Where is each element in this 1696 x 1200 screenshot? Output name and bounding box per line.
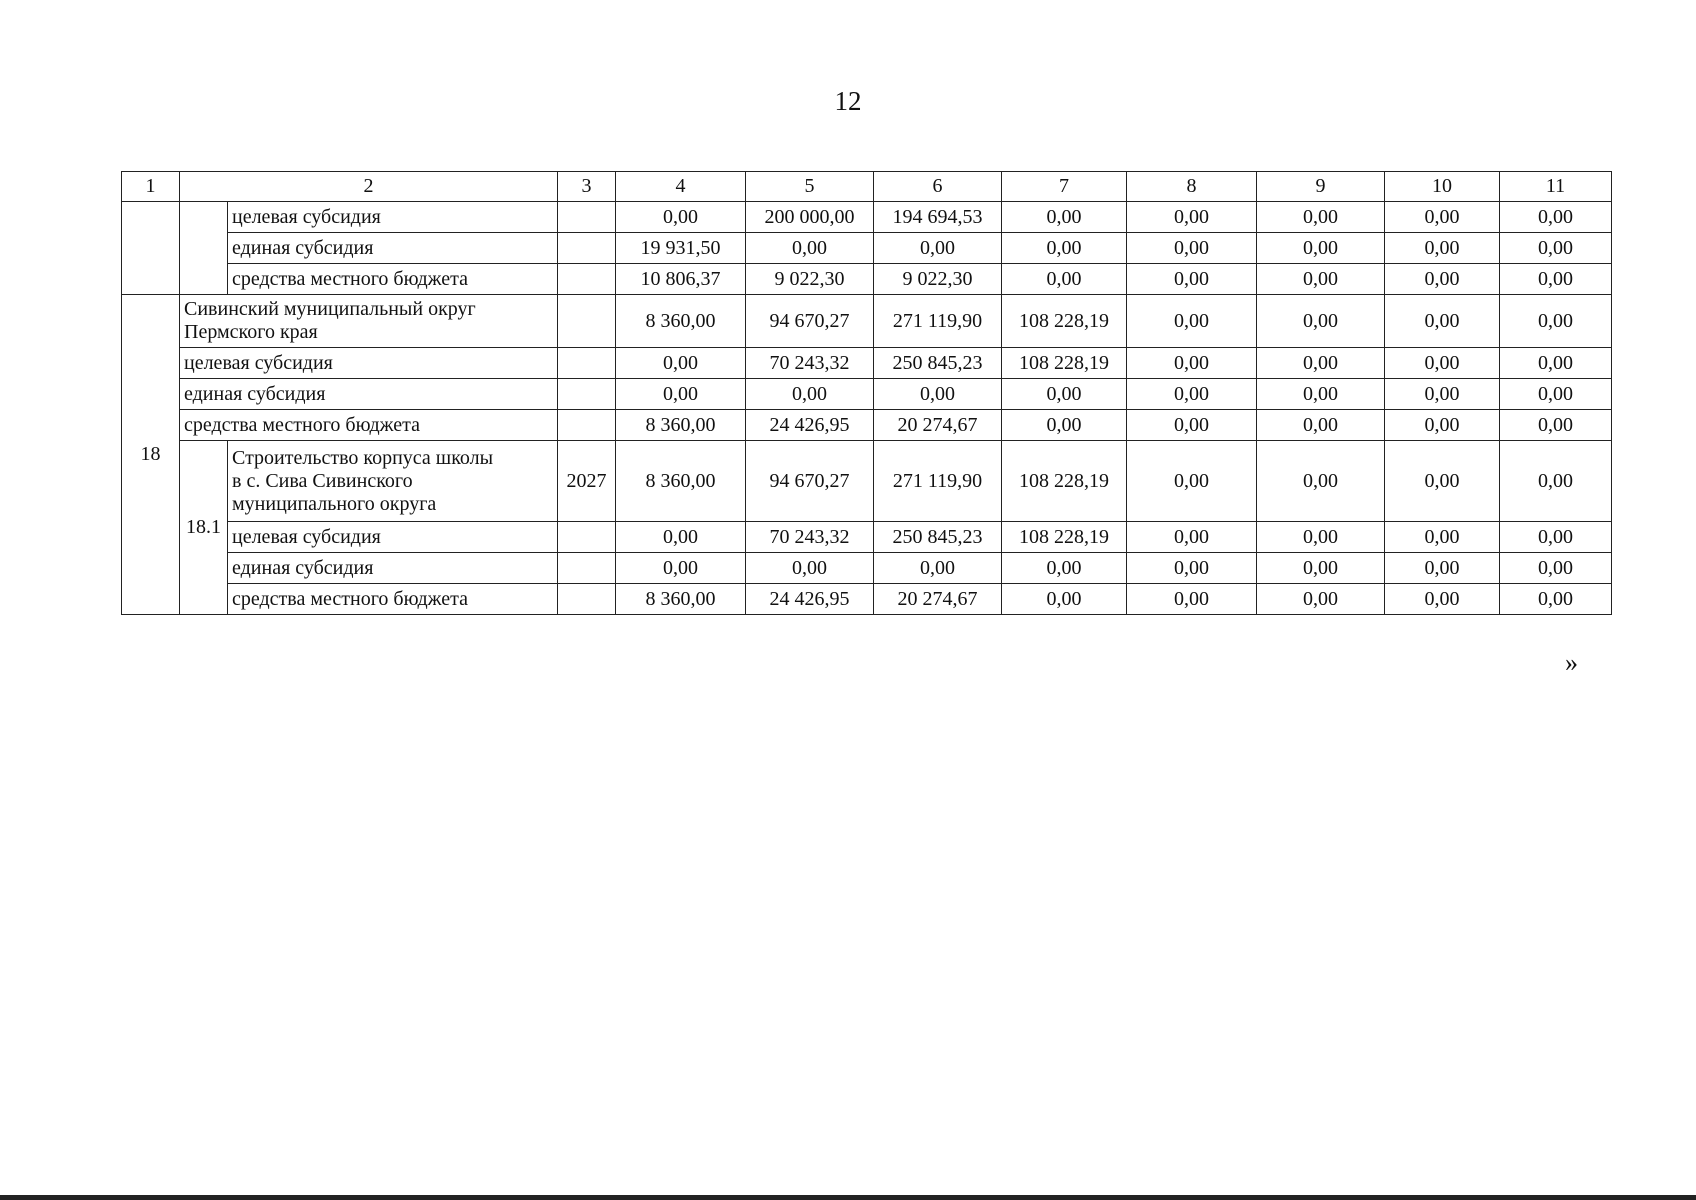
value-cell: 9 022,30 (746, 264, 874, 295)
value-cell: 70 243,32 (746, 348, 874, 379)
table-row (122, 584, 1612, 615)
value-cell: 108 228,19 (1002, 522, 1127, 553)
value-cell: 0,00 (1002, 410, 1127, 441)
group-number: 18 (122, 295, 180, 615)
table-row (122, 202, 1612, 233)
row-label: единая субсидия (228, 553, 558, 584)
value-cell: 24 426,95 (746, 410, 874, 441)
value-cell: 0,00 (1257, 584, 1385, 615)
value-cell: 0,00 (1500, 410, 1612, 441)
year-cell (558, 379, 616, 410)
row-label: единая субсидия (228, 233, 558, 264)
value-cell: 0,00 (1385, 379, 1500, 410)
value-cell: 8 360,00 (616, 584, 746, 615)
value-cell: 0,00 (1385, 553, 1500, 584)
year-cell (558, 264, 616, 295)
value-cell: 0,00 (1500, 202, 1612, 233)
row-label: целевая субсидия (180, 348, 558, 379)
value-cell: 20 274,67 (874, 584, 1002, 615)
item-number: 18.1 (180, 441, 228, 615)
value-cell: 0,00 (1127, 233, 1257, 264)
year-cell (558, 202, 616, 233)
value-cell: 0,00 (1257, 202, 1385, 233)
value-cell: 0,00 (616, 522, 746, 553)
table-row (122, 295, 1612, 348)
value-cell: 0,00 (1500, 584, 1612, 615)
row-label: средства местного бюджета (228, 264, 558, 295)
value-cell: 0,00 (1500, 379, 1612, 410)
value-cell: 0,00 (1257, 522, 1385, 553)
value-cell: 0,00 (616, 379, 746, 410)
value-cell: 0,00 (1127, 348, 1257, 379)
value-cell: 24 426,95 (746, 584, 874, 615)
value-cell: 0,00 (1257, 348, 1385, 379)
table-row (122, 264, 1612, 295)
cont-number-cell (122, 202, 180, 295)
value-cell: 271 119,90 (874, 441, 1002, 522)
value-cell: 0,00 (1127, 553, 1257, 584)
value-cell: 9 022,30 (874, 264, 1002, 295)
row-label: единая субсидия (180, 379, 558, 410)
value-cell: 0,00 (1002, 202, 1127, 233)
value-cell: 0,00 (1500, 441, 1612, 522)
cont-subnumber-cell (180, 202, 228, 295)
header-cell: 1 (122, 172, 180, 202)
table-row (122, 522, 1612, 553)
item-title-line: муниципального округа (232, 492, 437, 515)
value-cell: 0,00 (1385, 202, 1500, 233)
row-label: средства местного бюджета (228, 584, 558, 615)
year-cell (558, 584, 616, 615)
value-cell: 0,00 (1257, 379, 1385, 410)
header-cell: 11 (1500, 172, 1612, 202)
value-cell: 0,00 (1002, 233, 1127, 264)
year-cell (558, 553, 616, 584)
item-title-line: в с. Сива Сивинского (232, 469, 413, 492)
value-cell: 0,00 (1257, 553, 1385, 584)
year-cell (558, 348, 616, 379)
value-cell: 271 119,90 (874, 295, 1002, 348)
value-cell: 200 000,00 (746, 202, 874, 233)
value-cell: 0,00 (1127, 379, 1257, 410)
group-title-line: Пермского края (184, 321, 318, 343)
value-cell: 0,00 (1500, 264, 1612, 295)
value-cell: 0,00 (1385, 584, 1500, 615)
value-cell: 0,00 (1500, 295, 1612, 348)
group-title-line: Сивинский муниципальный округ (184, 298, 476, 320)
value-cell: 0,00 (1385, 264, 1500, 295)
value-cell: 0,00 (1257, 264, 1385, 295)
value-cell: 0,00 (1385, 522, 1500, 553)
value-cell: 0,00 (1002, 553, 1127, 584)
value-cell: 0,00 (616, 553, 746, 584)
value-cell: 70 243,32 (746, 522, 874, 553)
value-cell: 0,00 (874, 553, 1002, 584)
value-cell: 0,00 (746, 553, 874, 584)
table-row (122, 379, 1612, 410)
value-cell: 0,00 (1500, 553, 1612, 584)
value-cell: 0,00 (1127, 202, 1257, 233)
value-cell: 94 670,27 (746, 441, 874, 522)
table-row (122, 441, 1612, 522)
value-cell: 0,00 (1257, 233, 1385, 264)
header-cell: 10 (1385, 172, 1500, 202)
table-row (122, 348, 1612, 379)
header-cell: 3 (558, 172, 616, 202)
value-cell: 0,00 (1127, 264, 1257, 295)
budget-table (121, 171, 1612, 615)
header-cell: 7 (1002, 172, 1127, 202)
value-cell: 0,00 (1002, 264, 1127, 295)
value-cell: 0,00 (746, 379, 874, 410)
page-number: 12 (834, 86, 862, 116)
header-cell: 5 (746, 172, 874, 202)
value-cell: 108 228,19 (1002, 295, 1127, 348)
value-cell: 0,00 (874, 233, 1002, 264)
value-cell: 94 670,27 (746, 295, 874, 348)
value-cell: 0,00 (1127, 522, 1257, 553)
table-row (122, 233, 1612, 264)
closing-quote: » (1565, 648, 1578, 677)
value-cell: 10 806,37 (616, 264, 746, 295)
item-title (228, 441, 558, 522)
value-cell: 0,00 (874, 379, 1002, 410)
value-cell: 19 931,50 (616, 233, 746, 264)
value-cell: 0,00 (1500, 348, 1612, 379)
header-cell: 6 (874, 172, 1002, 202)
year-cell (558, 410, 616, 441)
value-cell: 20 274,67 (874, 410, 1002, 441)
value-cell: 0,00 (1385, 441, 1500, 522)
value-cell: 0,00 (1127, 410, 1257, 441)
value-cell: 0,00 (1257, 295, 1385, 348)
header-cell: 2 (180, 172, 558, 202)
value-cell: 250 845,23 (874, 348, 1002, 379)
value-cell: 8 360,00 (616, 410, 746, 441)
row-label: целевая субсидия (228, 202, 558, 233)
scan-edge-bar (0, 1195, 1696, 1200)
value-cell: 0,00 (1257, 441, 1385, 522)
value-cell: 0,00 (1127, 441, 1257, 522)
value-cell: 0,00 (1385, 410, 1500, 441)
value-cell: 0,00 (1385, 348, 1500, 379)
year-cell (558, 522, 616, 553)
value-cell: 0,00 (1500, 522, 1612, 553)
header-cell: 8 (1127, 172, 1257, 202)
value-cell: 250 845,23 (874, 522, 1002, 553)
table-header-row (122, 172, 1612, 202)
table-row (122, 553, 1612, 584)
row-label: целевая субсидия (228, 522, 558, 553)
item-title-line: Строительство корпуса школы (232, 446, 494, 469)
value-cell: 0,00 (1002, 584, 1127, 615)
value-cell: 0,00 (746, 233, 874, 264)
value-cell: 108 228,19 (1002, 348, 1127, 379)
row-label: средства местного бюджета (180, 410, 558, 441)
value-cell: 0,00 (616, 202, 746, 233)
value-cell: 0,00 (616, 348, 746, 379)
value-cell: 0,00 (1127, 295, 1257, 348)
value-cell: 194 694,53 (874, 202, 1002, 233)
value-cell: 0,00 (1127, 584, 1257, 615)
value-cell: 0,00 (1385, 233, 1500, 264)
table-row (122, 410, 1612, 441)
value-cell: 8 360,00 (616, 295, 746, 348)
value-cell: 8 360,00 (616, 441, 746, 522)
year-cell (558, 233, 616, 264)
value-cell: 108 228,19 (1002, 441, 1127, 522)
value-cell: 0,00 (1385, 295, 1500, 348)
year-cell: 2027 (558, 441, 616, 522)
group-title (180, 295, 558, 348)
value-cell: 0,00 (1500, 233, 1612, 264)
year-cell (558, 295, 616, 348)
header-cell: 4 (616, 172, 746, 202)
value-cell: 0,00 (1002, 379, 1127, 410)
header-cell: 9 (1257, 172, 1385, 202)
value-cell: 0,00 (1257, 410, 1385, 441)
